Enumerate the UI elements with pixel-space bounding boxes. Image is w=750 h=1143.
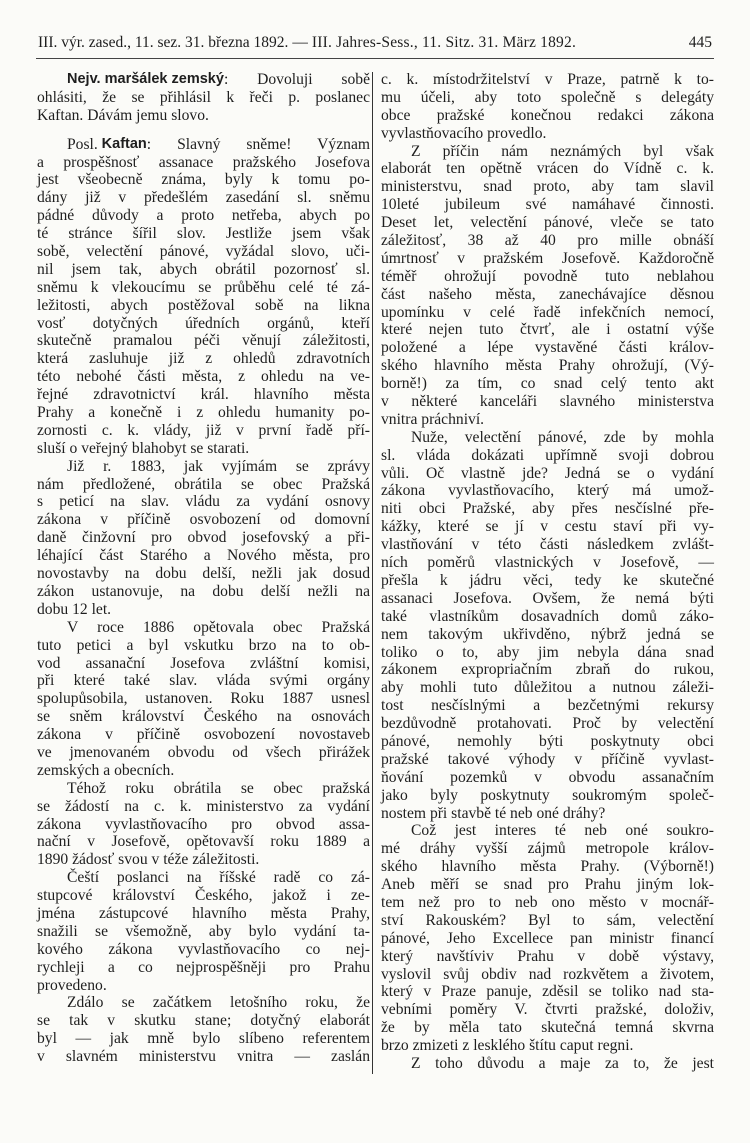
text-line: tuto petici a byl vskutku brzo na to ob-	[37, 636, 370, 654]
text-line: ského hlavního města Prahy. (Výborně!)	[381, 858, 714, 876]
running-header	[38, 34, 712, 56]
text-line: ležitosti, abych postěžoval sobě na likna	[37, 296, 370, 314]
text-line: se žádostí na c. k. ministerstvo za vydání	[37, 797, 370, 815]
text-line: pádné důvody a proto netřeba, abych po	[37, 207, 370, 225]
text-line: tost nesčíslnými a bezčetnými rekursy	[381, 697, 714, 715]
text-line: zemských a obecních.	[37, 761, 175, 779]
text-line: aby mohli tuto důležitou a nutnou záleži-	[381, 679, 714, 697]
text-line: zornosti c. k. vlády, již v první řadě pří-	[37, 421, 370, 439]
text-line: nil jsem tak, abych obrátil pozornosť sl.	[37, 260, 370, 278]
text-line: snažili se všemožně, aby bylo vydání ta-	[37, 922, 370, 940]
text-line: bezdůvodně protahovati. Proč by velectění	[381, 715, 714, 733]
text-line: sluší o veřejný blahobyt se starati.	[37, 439, 250, 457]
text-line: při které také slav. vláda svými orgány	[37, 672, 370, 690]
text-line: ského hlavního města Prahy ohrožují, (Vý-	[381, 357, 714, 375]
text-line: borně!) za tím, co snad celý tento akt	[381, 375, 714, 393]
text-line: Téhož roku obrátila se obec pražská	[67, 779, 370, 797]
paragraph	[381, 71, 714, 143]
header-german: III. Jahres-Sess., 11. Sitz. 31. März 1892.	[311, 34, 577, 51]
text-line: jména zástupcové hlavního města Prahy,	[37, 904, 370, 922]
text-line: ohlásiti, že se přihlásil k řeči p. poslanec	[37, 88, 370, 106]
text-line: že by měla tato skutečná temná skvrna	[381, 1019, 714, 1037]
text-line: léhající část Starého a Nového města, pro	[37, 547, 370, 565]
text-line: nám předložené, obrátila se obec Pražská	[37, 475, 370, 493]
text-line: upomínku v celé řadě infekčních nemocí,	[381, 303, 714, 321]
text-line: také vlastníkům dosavadních domů záko-	[381, 607, 714, 625]
text-line: niti obci Pražské, aby přes nesčíslné pře-	[381, 500, 714, 518]
paragraph	[381, 143, 714, 429]
right-column	[381, 71, 714, 1073]
text-line: jako byly poskytnuty soukromým společ-	[381, 786, 714, 804]
text-line: spolupůsobila, ustanoven. Roku 1887 usnesl	[37, 690, 370, 708]
text-line: vůli. Oč vlastně jde? Jedná se o vydání	[381, 464, 714, 482]
text-line: jest všeobecně známa, byly k tomu po-	[37, 171, 370, 189]
paragraph	[381, 822, 714, 1055]
text-line: daně činžovní pro obvod josefovský a při-	[37, 529, 370, 547]
text-line: vlastňování v této části následkem zvlášt-	[381, 536, 714, 554]
text-line: téměř ohrožují povodně tuto neblahou	[381, 267, 714, 285]
text-line: rychleji a co nejprospěšněji pro Prahu	[37, 958, 370, 976]
header-dash: —	[292, 34, 308, 51]
text-line: brzo zmizeti z lesklého štítu caput regni.	[381, 1037, 634, 1055]
text-line: s peticí na slav. vládu za vydání osnovy	[37, 493, 370, 511]
text-line: pánové, nemohly býti poskytnuty obci	[381, 732, 714, 750]
text-line: této nebohé části města, z ohledu na ve-	[37, 368, 370, 386]
text-line: zákon ustanovuje, na dobu delší nežli na	[37, 582, 370, 600]
text-line: nační v Josefově, opětovavší roku 1889 a	[37, 833, 370, 851]
paragraph	[37, 994, 370, 1066]
text-line: kového zákona vyvlastňovacího co nej-	[37, 940, 370, 958]
paragraph	[381, 1055, 714, 1073]
speech-text: : Dovoluji sobě	[223, 71, 370, 88]
paragraph	[37, 619, 370, 780]
text-line: vosť dotyčných úředních orgánů, kteří	[37, 314, 370, 332]
text-line: Prahy a konečně i z ohledu humanity po-	[37, 404, 370, 422]
text-line: zákona v příčině osvobození novostaveb	[37, 726, 370, 744]
text-line: Čeští poslanci na říšské radě co zá-	[67, 869, 370, 887]
text-line: tem než pro to neb ono město v mocnář-	[381, 893, 714, 911]
text-line: novostavby na dobu delší, nežli jak dosud	[37, 565, 370, 583]
speech-text: : Slavný sněme! Význam	[146, 135, 370, 153]
text-line: sl. vláda dokázati upřímně svoji dobrou	[381, 446, 714, 464]
text-line: assanaci Josefova. Ovšem, že nemá býti	[381, 589, 714, 607]
text-line: pánové, Jeho Excellece pan ministr financí	[381, 929, 714, 947]
text-line: nem takovým ukřivděno, nýbrž jedná se	[381, 625, 714, 643]
text-line: řejné zdravotnictví král. hlavního města	[37, 386, 370, 404]
speaker-name: Nejv. maršálek zemský	[67, 71, 224, 87]
text-line	[37, 71, 370, 89]
text-line: Aneb měří se snad pro Prahu jiným lok-	[381, 876, 714, 894]
text-line: Kaftan. Dávám jemu slovo.	[37, 106, 209, 124]
text-line: skutečně pramalou péči věnují záležitosti,	[37, 332, 370, 350]
text-line: pražské takové výhody v příčině vyvlast-	[381, 750, 714, 768]
left-column	[37, 71, 370, 1066]
text-line: vod assanační Josefova zvláštní komisi,	[37, 654, 370, 672]
text-line: stupcové království Českého, jakož i ze-	[37, 887, 370, 905]
text-line: byl — jak mně bylo slíbeno referentem	[37, 1030, 370, 1048]
text-line: zákona vyvlastňovacího pro obvod assa-	[37, 815, 370, 833]
text-line: ství Rakouském? Byl to sám, velectění	[381, 911, 714, 929]
text-line: zákona vyvlastňovacího, který má umož-	[381, 482, 714, 500]
text-line: vyvlastňovacího provedlo.	[381, 124, 547, 142]
speech-paragraph	[37, 136, 370, 458]
text-line: vebními poměry V. čtvrti pražské, doloživ,	[381, 1001, 714, 1019]
text-line: vyslovil svůj obdiv nad rozkvětem a životem,	[381, 965, 714, 983]
text-line: položené a lépe vystavěné části králov-	[381, 339, 714, 357]
text-line: zákona v příčině osvobození od domovní	[37, 511, 370, 529]
text-line: a prospěšnosť assanace pražského Josefova	[37, 153, 370, 171]
text-line: sobě, velectění pánové, vyžádal slovo, uči-	[37, 243, 370, 261]
text-line: Deset let, velectění pánové, vleče se tato	[381, 214, 714, 232]
text-line: který navštíviv Prahu v době výstavy,	[381, 947, 714, 965]
header-rule	[36, 58, 714, 59]
text-line: Nuže, velectění pánové, zde by mohla	[411, 428, 714, 446]
text-line: té stránce šířil slov. Jestliže jsem však	[37, 225, 370, 243]
text-line: v některé kanceláři slavného ministerstva	[381, 393, 714, 411]
text-line: část našeho města, zanechávajíce děsnou	[381, 285, 714, 303]
text-line: mu účeli, aby toto společně s delegáty	[381, 88, 714, 106]
text-line: c. k. místodržitelství v Praze, patrně k to-	[381, 71, 714, 88]
text-line: kážky, které se jí v cestu staví při vy-	[381, 518, 714, 536]
text-line: se tak v skutku stane; dotyčný elaborát	[37, 1012, 370, 1030]
text-line: ních poměrů vlastnických v Josefově, —	[381, 554, 714, 572]
text-line: který v Praze panuje, zděsil se toliko nad sta-	[381, 983, 714, 1001]
text-line: Z toho důvodu a maje za to, že jest	[411, 1054, 714, 1072]
text-line: Což jest interes té neb oné soukro-	[411, 822, 714, 840]
text-line: obce pražské konečnou redakci zákona	[381, 106, 714, 124]
paragraph	[381, 429, 714, 823]
text-line: V roce 1886 opětovala obec Pražská	[67, 618, 370, 636]
text-line: ve jmenovaném obvodu od všech přirážek	[37, 743, 370, 761]
paragraph-gap	[37, 125, 370, 136]
text-line: dány již v předešlém zasedání sl. sněmu	[37, 189, 370, 207]
text-line: sněmu k vlekoucímu se průběhu celé té zá-	[37, 278, 370, 296]
text-line: vnitra práchniví.	[381, 410, 485, 428]
text-line: která zasluhuje již z ohledů zdravotních	[37, 350, 370, 368]
text-line: Již r. 1883, jak vyjímám se zprávy	[67, 457, 370, 475]
text-line: v slavném ministerstvu vnitra — zaslán	[37, 1048, 370, 1066]
text-line: ňování pozemků v obvodu assanačním	[381, 768, 714, 786]
paragraph	[37, 458, 370, 619]
paragraph	[37, 869, 370, 994]
speaker-name: Kaftan	[101, 135, 147, 152]
paragraph	[37, 780, 370, 869]
text-line: záležitosť, 38 až 40 pro mille obnáší	[381, 232, 714, 250]
text-line: ministerstvu, snad proto, aby tam slavil	[381, 178, 714, 196]
text-line	[37, 136, 370, 154]
text-line: dobu 12 let.	[37, 600, 112, 618]
text-line: úmrtnosť v pražském Josefově. Každoročně	[381, 249, 714, 267]
header-czech: III. výr. zased., 11. sez. 31. března 1892.	[38, 34, 289, 51]
text-line: elaborát ten opětně vrácen do Vídně c. k.	[381, 160, 714, 178]
speech-paragraph	[37, 71, 370, 125]
text-line: mé dráhy vyšší zájmů metropole králov-	[381, 840, 714, 858]
column-divider	[372, 72, 373, 1074]
text-line: nostem při stavbě té neb oné dráhy?	[381, 804, 606, 822]
text-line: Z příčin nám neznámých byl však	[411, 142, 714, 160]
text-line: toliko o to, aby jim nebyla dána snad	[381, 643, 714, 661]
speaker-title: Posl.	[67, 135, 102, 153]
text-line: 1890 žádosť svou v téže záležitosti.	[37, 851, 260, 869]
text-line: zákonem expropriačním zbraň do rukou,	[381, 661, 714, 679]
text-line: Zdálo se začátkem letošního roku, že	[67, 994, 370, 1012]
text-line: 10leté jubileum své namáhavé činnosti.	[381, 196, 714, 214]
page-number: 445	[688, 34, 712, 51]
text-line: provedeno.	[37, 976, 107, 994]
text-line: které nejen tuto čtvrť, ale i ostatní výše	[381, 321, 714, 339]
text-line: přešla k jádru věci, tedy ke skutečné	[381, 571, 714, 589]
text-line: se sněm království Českého na osnovách	[37, 708, 370, 726]
